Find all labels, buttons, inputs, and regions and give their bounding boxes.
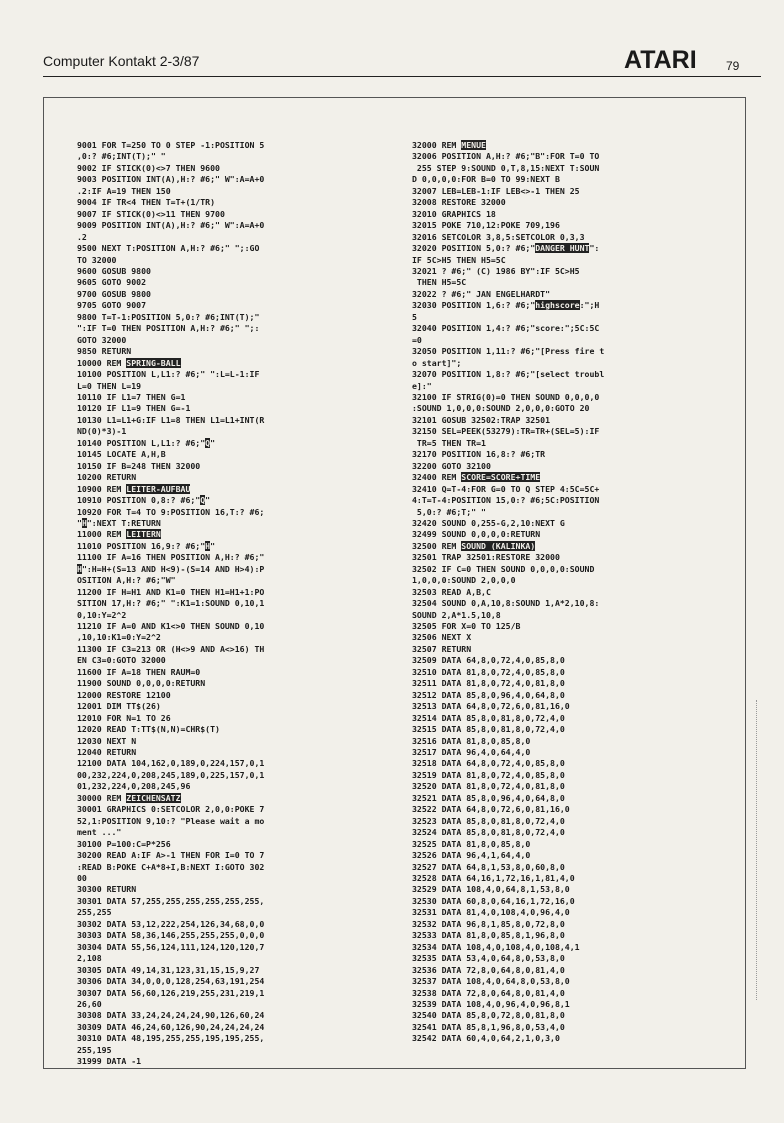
inverse-text: LEITERN [126, 529, 161, 540]
code-line: 10100 POSITION L,L1:? #6;" ":L=L-1:IF [77, 369, 260, 380]
code-line: 32170 POSITION 16,8:? #6;TR [412, 449, 546, 460]
inverse-text: LEITER-AUFBAU [126, 483, 191, 494]
code-line: 30310 DATA 48,195,255,255,195,195,255, [77, 1033, 265, 1044]
inverse-text: H [77, 563, 82, 574]
code-line: 4:T=T-4:POSITION 15,0:? #6;5C:POSITION [412, 495, 600, 506]
code-line: 1,0,0,0:SOUND 2,0,0,0 [412, 575, 516, 586]
inverse-text: H [205, 540, 211, 551]
code-line: 12040 RETURN [77, 747, 137, 758]
code-line: 11600 IF A=18 THEN RAUM=0 [77, 666, 201, 677]
code-line: SOUND 2,A*1.5,10,8 [412, 609, 501, 620]
code-line: 31999 DATA -1 [77, 1056, 142, 1065]
code-line: 32521 DATA 85,8,0,96,4,0,64,8,0 [412, 792, 565, 803]
code-line: 2,108 [77, 953, 102, 964]
code-line: 10910 POSITION 0,8:? #6;"Q" [77, 495, 211, 506]
code-line: 52,1:POSITION 9,10:? "Please wait a mo [77, 815, 265, 826]
code-line: 5,0:? #6;T;" " [412, 506, 486, 517]
header-divider [43, 76, 761, 77]
code-line: 10900 REM LEITER-AUFBAU [77, 483, 191, 494]
code-line: 32016 SETCOLOR 3,8,5:SETCOLOR 0,3,3 [412, 231, 585, 242]
code-line: 32400 REM SCORE=SCORE+TIME [412, 472, 541, 483]
code-line: .2:IF A=19 THEN 150 [77, 185, 171, 196]
code-line: 32070 POSITION 1,8:? #6;"[select troubl [412, 369, 605, 380]
code-line: 9003 POSITION INT(A),H:? #6;" W":A=A+0 [77, 174, 265, 185]
brand-title: ATARI [624, 46, 697, 74]
code-line: D 0,0,0,0:FOR B=0 TO 99:NEXT B [412, 174, 560, 185]
code-line: 32516 DATA 81,8,0,85,8,0 [412, 735, 531, 746]
code-line: 32020 POSITION 5,0:? #6;"DANGER HUNT": [412, 243, 600, 254]
code-line: 9700 GOSUB 9800 [77, 288, 151, 299]
code-line: 255 STEP 9:SOUND 0,T,8,15:NEXT T:SOUN [412, 162, 600, 173]
code-line: 32006 POSITION A,H:? #6;"B":FOR T=0 TO [412, 151, 600, 162]
code-line: 30309 DATA 46,24,60,126,90,24,24,24,24 [77, 1021, 265, 1032]
code-line: 32526 DATA 96,4,1,64,4,0 [412, 850, 531, 861]
inverse-text: SPRING-BALL [126, 357, 181, 368]
inverse-text: DANGER HUNT [535, 243, 590, 254]
code-line: 32504 SOUND 0,A,10,8:SOUND 1,A*2,10,8: [412, 598, 600, 609]
code-line: 30301 DATA 57,255,255,255,255,255,255, [77, 895, 265, 906]
code-line: 5 [412, 311, 417, 322]
code-line: 32150 SEL=PEEK(53279):TR=TR+(SEL=5):IF [412, 426, 600, 437]
page-edge-shadow [756, 700, 769, 1000]
code-line: GOTO 32000 [77, 334, 127, 345]
code-line: =0 [412, 334, 422, 345]
code-line: 32050 POSITION 1,11:? #6;"[Press fire t [412, 346, 605, 357]
code-line: 30303 DATA 58,36,146,255,255,255,0,0,0 [77, 930, 265, 941]
code-line: 9705 GOTO 9007 [77, 300, 147, 311]
code-line: 11000 REM LEITERN [77, 529, 161, 540]
code-line: 32200 GOTO 32100 [412, 460, 491, 471]
code-line: 30200 READ A:IF A>-1 THEN FOR I=0 TO 7 [77, 850, 265, 861]
code-line: 10130 L1=L1+G:IF L1=8 THEN L1=L1+INT(R [77, 414, 265, 425]
code-line: o start]"; [412, 357, 462, 368]
code-line: 32010 GRAPHICS 18 [412, 208, 496, 219]
code-line: THEN H5=5C [412, 277, 467, 288]
code-line: 32525 DATA 81,8,0,85,8,0 [412, 838, 531, 849]
code-line: 32541 DATA 85,8,1,96,8,0,53,4,0 [412, 1021, 565, 1032]
code-line: 32535 DATA 53,4,0,64,8,0,53,8,0 [412, 953, 565, 964]
code-line: 32529 DATA 108,4,0,64,8,1,53,8,0 [412, 884, 570, 895]
code-line: ND(0)*3)-1 [77, 426, 127, 437]
code-line: 32030 POSITION 1,6:? #6;"highscore:";H [412, 300, 600, 311]
code-line: 32519 DATA 81,8,0,72,4,0,85,8,0 [412, 769, 565, 780]
inverse-text: H [81, 517, 87, 528]
code-line: 26,60 [77, 998, 102, 1009]
code-line: 12010 FOR N=1 TO 26 [77, 712, 171, 723]
code-line: EN C3=0:GOTO 32000 [77, 655, 166, 666]
code-line: 30305 DATA 49,14,31,123,31,15,15,9,27 [77, 964, 260, 975]
magazine-title: Computer Kontakt 2-3/87 [43, 53, 200, 69]
inverse-text: SOUND (KALINKA) [461, 540, 536, 551]
code-line: 10150 IF B=248 THEN 32000 [77, 460, 201, 471]
code-line: 30304 DATA 55,56,124,111,124,120,120,7 [77, 941, 265, 952]
code-line: 32538 DATA 72,8,0,64,8,0,81,4,0 [412, 987, 565, 998]
code-line: :SOUND 1,0,0,0:SOUND 2,0,0,0:GOTO 20 [412, 403, 590, 414]
code-line: "H":NEXT T:RETURN [77, 517, 161, 528]
code-line: 32532 DATA 96,8,1,85,8,0,72,8,0 [412, 918, 565, 929]
code-line: 10000 REM SPRING-BALL [77, 357, 181, 368]
code-line: 32533 DATA 81,8,0,85,8,1,96,8,0 [412, 930, 565, 941]
code-line: 10110 IF L1=7 THEN G=1 [77, 391, 186, 402]
code-line: 32539 DATA 108,4,0,96,4,0,96,8,1 [412, 998, 570, 1009]
code-line: 32420 SOUND 0,255-G,2,10:NEXT G [412, 517, 565, 528]
code-line: 12030 NEXT N [77, 735, 137, 746]
code-line: 32511 DATA 81,8,0,72,4,0,81,8,0 [412, 678, 565, 689]
code-line: 32528 DATA 64,16,1,72,16,1,81,4,0 [412, 873, 575, 883]
code-line: 32514 DATA 85,8,0,81,8,0,72,4,0 [412, 712, 565, 723]
code-line: 32410 Q=T-4:FOR G=0 TO Q STEP 4:5C=5C+ [412, 483, 600, 494]
code-line: 32507 RETURN [412, 643, 472, 654]
code-line: 32531 DATA 81,4,0,108,4,0,96,4,0 [412, 907, 570, 918]
code-line: 32530 DATA 60,8,0,64,16,1,72,16,0 [412, 895, 575, 906]
code-line: 32536 DATA 72,8,0,64,8,0,81,4,0 [412, 964, 565, 975]
code-line: 11300 IF C3=213 OR (H<>9 AND A<>16) TH [77, 643, 265, 654]
code-line: 32523 DATA 85,8,0,81,8,0,72,4,0 [412, 815, 565, 826]
code-line: 32518 DATA 64,8,0,72,4,0,85,8,0 [412, 758, 565, 769]
code-line: 32101 GOSUB 32502:TRAP 32501 [412, 414, 551, 425]
code-line: 32524 DATA 85,8,0,81,8,0,72,4,0 [412, 827, 565, 838]
code-line: 32021 ? #6;" (C) 1986 BY":IF 5C>H5 [412, 265, 580, 276]
code-line: 32503 READ A,B,C [412, 586, 491, 597]
code-line: 12000 RESTORE 12100 [77, 689, 171, 700]
code-line: 11010 POSITION 16,9:? #6;"H" [77, 540, 216, 551]
code-line: 9850 RETURN [77, 346, 132, 357]
code-line: 32527 DATA 64,8,1,53,8,0,60,8,0 [412, 861, 565, 872]
inverse-text: highscore [535, 300, 580, 311]
inverse-text: MENUE [461, 140, 486, 150]
code-line: e]:" [412, 380, 432, 391]
code-line: 12020 READ T:TT$(N,N)=CHR$(T) [77, 724, 220, 735]
code-line: TO 32000 [77, 254, 117, 265]
code-line: 30000 REM ZEICHENSATZ [77, 792, 181, 803]
code-line: 32515 DATA 85,8,0,81,8,0,72,4,0 [412, 724, 565, 735]
code-line: 9002 IF STICK(0)<>7 THEN 9600 [77, 162, 220, 173]
inverse-text: Q [205, 437, 211, 448]
code-line: 32502 IF C=0 THEN SOUND 0,0,0,0:SOUND [412, 563, 595, 574]
code-line: 30300 RETURN [77, 884, 137, 895]
code-line: 32509 DATA 64,8,0,72,4,0,85,8,0 [412, 655, 565, 666]
code-line: 9007 IF STICK(0)<>11 THEN 9700 [77, 208, 225, 219]
code-line: :READ B:POKE C+A*8+I,B:NEXT I:GOTO 302 [77, 861, 265, 872]
code-line: 32500 REM SOUND (KALINKA) [412, 540, 536, 551]
code-line: 9605 GOTO 9002 [77, 277, 147, 288]
code-line: ment ..." [77, 827, 122, 838]
code-line: ,0:? #6;INT(T);" " [77, 151, 166, 162]
code-line: 9009 POSITION INT(A),H:? #6;" W":A=A+0 [77, 220, 265, 231]
code-line: 32501 TRAP 32501:RESTORE 32000 [412, 552, 560, 563]
code-line: 10200 RETURN [77, 472, 137, 483]
inverse-text: SCORE=SCORE+TIME [461, 472, 541, 483]
code-line: 32015 POKE 710,12:POKE 709,196 [412, 220, 560, 231]
code-line: OSITION A,H:? #6;"W" [77, 575, 176, 586]
code-line: 32540 DATA 85,8,0,72,8,0,81,8,0 [412, 1010, 565, 1021]
code-line: 32506 NEXT X [412, 632, 472, 643]
code-line: 30308 DATA 33,24,24,24,24,90,126,60,24 [77, 1010, 265, 1021]
code-line: 12001 DIM TT$(26) [77, 701, 161, 712]
code-line: 11900 SOUND 0,0,0,0:RETURN [77, 678, 206, 689]
code-line: ":IF T=0 THEN POSITION A,H:? #6;" ";: [77, 323, 260, 334]
code-line: 9800 T=T-1:POSITION 5,0:? #6;INT(T);" [77, 311, 260, 322]
code-line: 30302 DATA 53,12,222,254,126,34,68,0,0 [77, 918, 265, 929]
code-line: 32000 REM MENUE [412, 140, 486, 150]
code-line: TR=5 THEN TR=1 [412, 437, 486, 448]
code-line: 32534 DATA 108,4,0,108,4,0,108,4,1 [412, 941, 580, 952]
code-line: 11100 IF A=16 THEN POSITION A,H:? #6;" [77, 552, 265, 563]
page-number: 79 [726, 59, 740, 73]
listing-right-column [412, 140, 714, 1065]
code-line: 9001 FOR T=250 TO 0 STEP -1:POSITION 5 [77, 140, 265, 150]
code-line: 30001 GRAPHICS 0:SETCOLOR 2,0,0:POKE 7 [77, 804, 265, 815]
code-line: IF 5C>H5 THEN H5=5C [412, 254, 506, 265]
code-line: 32513 DATA 64,8,0,72,6,0,81,16,0 [412, 701, 570, 712]
code-line: 32505 FOR X=0 TO 125/B [412, 621, 521, 632]
code-line: SITION 17,H:? #6;" ":K1=1:SOUND 0,10,1 [77, 598, 265, 609]
code-line: 32542 DATA 60,4,0,64,2,1,0,3,0 [412, 1033, 560, 1044]
code-line: 32510 DATA 81,8,0,72,4,0,85,8,0 [412, 666, 565, 677]
code-line: 11210 IF A=0 AND K1<>0 THEN SOUND 0,10 [77, 621, 265, 632]
code-line: 32499 SOUND 0,0,0,0:RETURN [412, 529, 541, 540]
code-line: 10120 IF L1=9 THEN G=-1 [77, 403, 191, 414]
code-line: 30306 DATA 34,0,0,0,128,254,63,191,254 [77, 976, 265, 987]
code-line: L=0 THEN L=19 [77, 380, 142, 391]
code-line: 32522 DATA 64,8,0,72,6,0,81,16,0 [412, 804, 570, 815]
inverse-text: ZEICHENSATZ [126, 792, 181, 803]
code-line: 11200 IF H=H1 AND K1=0 THEN H1=H1+1:PO [77, 586, 265, 597]
code-line: .2 [77, 231, 87, 242]
listing-left-column [77, 140, 379, 1065]
code-line: 30100 P=100:C=P*256 [77, 838, 171, 849]
inverse-text: Q [200, 495, 206, 506]
code-line: 10920 FOR T=4 TO 9:POSITION 16,T:? #6; [77, 506, 265, 517]
code-line: 30307 DATA 56,60,126,219,255,231,219,1 [77, 987, 265, 998]
code-line: 00,232,224,0,208,245,189,0,225,157,0,1 [77, 769, 265, 780]
code-line: 0,10:Y=2^2 [77, 609, 127, 620]
code-line: 32517 DATA 96,4,0,64,4,0 [412, 747, 531, 758]
code-line: 32520 DATA 81,8,0,72,4,0,81,8,0 [412, 781, 565, 792]
code-line: 00 [77, 873, 87, 883]
code-line: H":H=H+(S=13 AND H<9)-(S=14 AND H>4):P [77, 563, 265, 574]
code-line: 255,255 [77, 907, 112, 918]
code-line: 32022 ? #6;" JAN ENGELHARDT" [412, 288, 551, 299]
code-line: 32007 LEB=LEB-1:IF LEB<>-1 THEN 25 [412, 185, 580, 196]
code-line: ,10,10:K1=0:Y=2^2 [77, 632, 161, 643]
code-line: 10145 LOCATE A,H,B [77, 449, 166, 460]
code-line: 9500 NEXT T:POSITION A,H:? #6;" ";:GO [77, 243, 260, 254]
code-line: 9600 GOSUB 9800 [77, 265, 151, 276]
code-line: 32100 IF STRIG(0)=0 THEN SOUND 0,0,0,0 [412, 391, 600, 402]
code-line: 12100 DATA 104,162,0,189,0,224,157,0,1 [77, 758, 265, 769]
code-line: 32040 POSITION 1,4:? #6;"score:";5C:5C [412, 323, 600, 334]
code-line: 9004 IF TR<4 THEN T=T+(1/TR) [77, 197, 216, 208]
code-line: 255,195 [77, 1044, 112, 1055]
code-line: 32008 RESTORE 32000 [412, 197, 506, 208]
code-line: 32512 DATA 85,8,0,96,4,0,64,8,0 [412, 689, 565, 700]
code-line: 32537 DATA 108,4,0,64,8,0,53,8,0 [412, 976, 570, 987]
code-line: 10140 POSITION L,L1:? #6;"Q" [77, 437, 216, 448]
code-line: 01,232,224,0,208,245,96 [77, 781, 191, 792]
